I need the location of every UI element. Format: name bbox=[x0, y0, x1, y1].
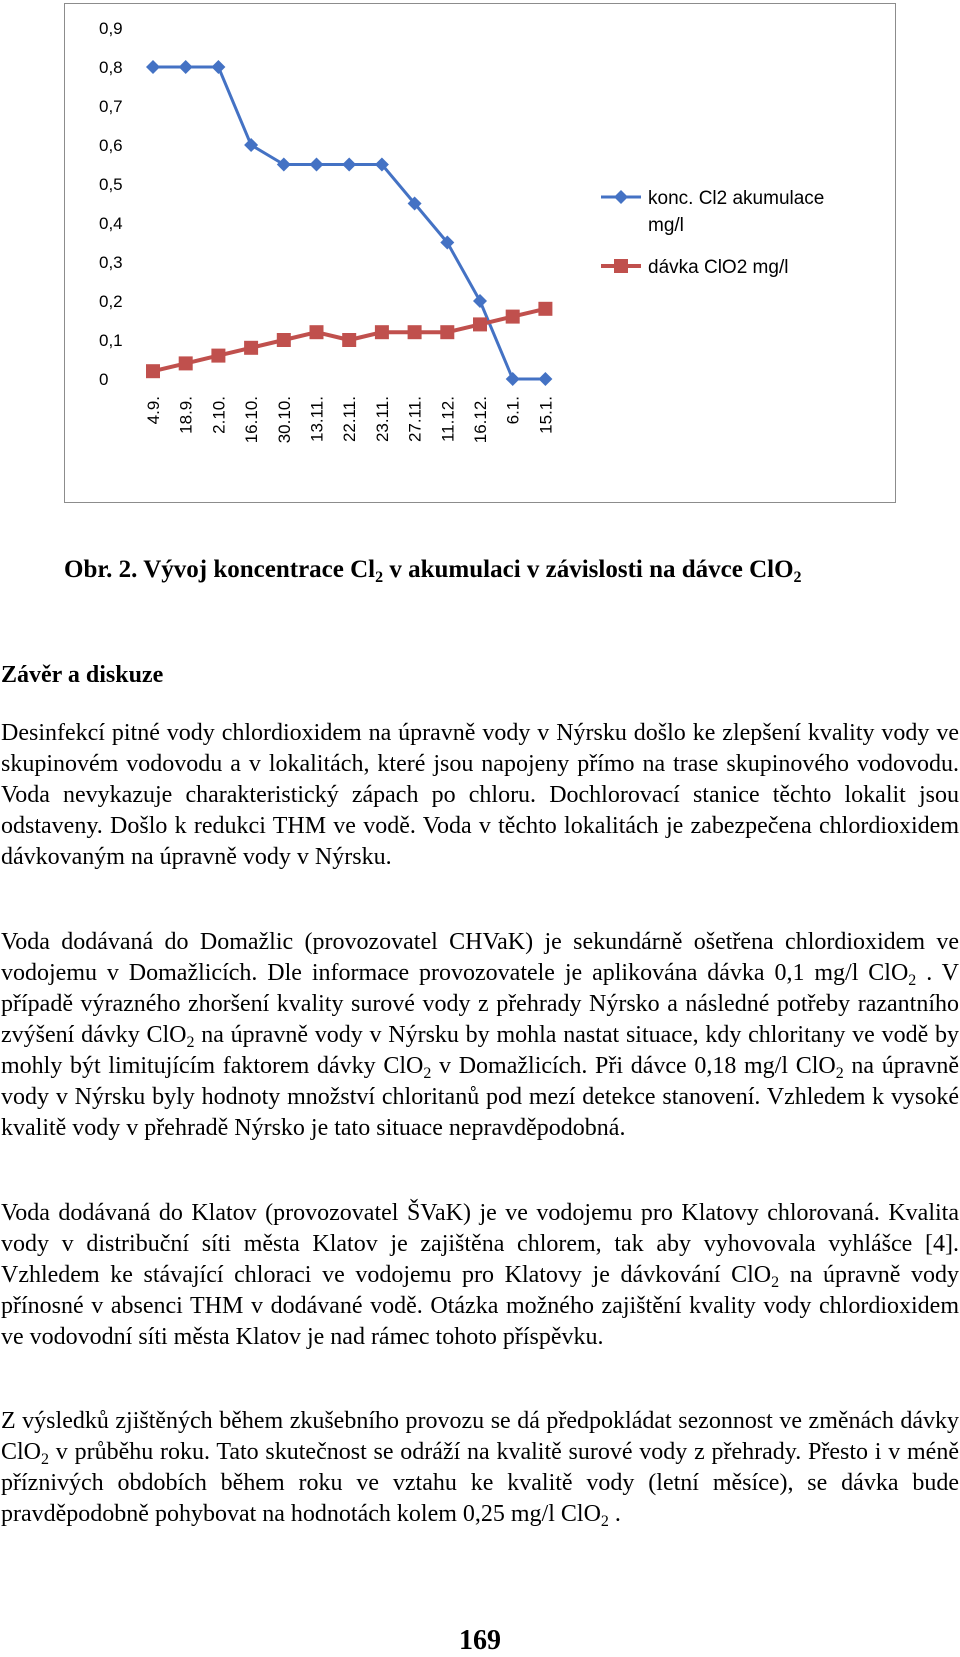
paragraph-2 bbox=[1, 927, 959, 1144]
y-tick-label: 0,5 bbox=[99, 175, 123, 194]
x-tick-label: 27.11. bbox=[405, 396, 425, 443]
y-tick-label: 0,3 bbox=[99, 253, 123, 272]
series-line-1 bbox=[153, 67, 545, 379]
series-1-point bbox=[277, 158, 291, 172]
series-2-point bbox=[342, 333, 356, 347]
x-tick-label: 11.12. bbox=[438, 396, 458, 443]
p3-text-b: na úpravně vody přínosné v absenci THM v dodávané vodě. Otázka možného zajištění kvality vody chlordioxidem ve vodovodní síti města Klatov je nad rámec tohoto příspěvku. bbox=[1, 1262, 959, 1350]
series-2-point bbox=[277, 333, 291, 347]
legend-label-2: dávka ClO2 mg/l bbox=[648, 257, 789, 278]
caption-prefix: Obr. 2. bbox=[64, 556, 138, 583]
p2-sub-3: 2 bbox=[423, 1065, 432, 1082]
series-2-point bbox=[440, 325, 454, 339]
p4-sub-2: 2 bbox=[600, 1513, 609, 1530]
paragraph-3 bbox=[1, 1198, 959, 1353]
caption-sub-1: 2 bbox=[375, 569, 384, 586]
series-2-point bbox=[408, 325, 422, 339]
series-2-point bbox=[244, 341, 258, 355]
x-tick-label: 18.9. bbox=[176, 396, 196, 434]
p2-text-b: . V případě výrazného zhoršení kvality surové vody z přehrady Nýrsko a následné potřeby razantního zvýšení dávky ClO bbox=[1, 960, 959, 1048]
series-1-point bbox=[506, 372, 520, 386]
x-tick-label: 22.11. bbox=[340, 396, 360, 443]
p3-sub-1: 2 bbox=[771, 1274, 780, 1291]
legend-label-1: mg/l bbox=[648, 215, 684, 236]
x-tick-label: 4.9. bbox=[144, 396, 163, 425]
series-2-point bbox=[473, 317, 487, 331]
p3-text-a: Voda dodávaná do Klatov (provozovatel ŠVaK) je ve vodojemu pro Klatovy chlorovaná. Kvalita vody v distribuční síti města Klatov je zajištěna chlorem, tak aby vyhovovala vyhlášce [4]. Vzhledem ke stávající chloraci ve vodojemu pro Klatovy je dávkování ClO bbox=[1, 1200, 959, 1288]
series-2-point bbox=[506, 310, 520, 324]
p2-text-c: na úpravně vody v Nýrsku by mohla nastat situace, kdy chloritany ve vodě by mohly být limitujícím faktorem dávky ClO bbox=[1, 1022, 959, 1079]
y-tick-label: 0 bbox=[99, 370, 109, 389]
y-tick-label: 0,9 bbox=[99, 19, 123, 38]
y-tick-label: 0,2 bbox=[99, 292, 123, 311]
p2-text-a: Voda dodávaná do Domažlic (provozovatel CHVaK) je sekundárně ošetřena chlordioxidem ve vodojemu v Domažlicích. Dle informace provozovatele je aplikována dávka 0,1 mg/l ClO bbox=[1, 929, 959, 986]
caption-text-1: Vývoj koncentrace Cl bbox=[137, 556, 376, 583]
series-2-point bbox=[310, 325, 324, 339]
p4-text-a: Z výsledků zjištěných během zkušebního provozu se dá předpokládat sezonnost ve změnách dávky ClO bbox=[1, 1408, 959, 1465]
series-1-point bbox=[310, 158, 324, 172]
section-heading: Závěr a diskuze bbox=[1, 662, 164, 688]
series-1-point bbox=[146, 60, 160, 74]
chart-frame bbox=[64, 3, 896, 503]
p2-sub-1: 2 bbox=[908, 972, 917, 989]
series-1-point bbox=[473, 294, 487, 308]
p4-sub-1: 2 bbox=[41, 1451, 50, 1468]
figure-caption bbox=[64, 556, 802, 584]
series-2-point bbox=[146, 364, 160, 378]
series-2-point bbox=[211, 349, 225, 363]
y-tick-label: 0,7 bbox=[99, 97, 123, 116]
series-1-point bbox=[244, 138, 258, 152]
x-tick-label: 16.10. bbox=[242, 396, 262, 444]
legend-label-1: konc. Cl2 akumulace bbox=[648, 188, 825, 209]
p4-text-b: v průběhu roku. Tato skutečnost se odráží na kvalitě surové vody z přehrady. Přesto i v méně příznivých obdobích během roku ve vztahu ke kvalitě vody (letní měsíce), se dávka bude pravděpodobně pohybovat na hodnotách kolem 0,25 mg/l ClO bbox=[1, 1439, 959, 1527]
p4-text-c: . bbox=[608, 1501, 621, 1527]
series-2-point bbox=[375, 325, 389, 339]
line-chart bbox=[65, 4, 897, 504]
p2-text-e: na úpravně vody v Nýrsku byly hodnoty množství chloritanů pod mezí detekce stanovení. Vzhledem k vysoké kvalitě vody v přehradě Nýrsko je tato situace nepravděpodobná. bbox=[1, 1053, 960, 1141]
x-tick-label: 16.12. bbox=[471, 396, 490, 444]
legend-marker-1 bbox=[614, 190, 628, 204]
y-tick-label: 0,8 bbox=[99, 58, 123, 77]
p2-sub-2: 2 bbox=[186, 1034, 195, 1051]
paragraph-4 bbox=[1, 1406, 959, 1530]
caption-sub-2: 2 bbox=[793, 569, 802, 586]
series-1-point bbox=[342, 158, 356, 172]
x-tick-label: 6.1. bbox=[503, 396, 523, 425]
series-1-point bbox=[179, 60, 193, 74]
p2-sub-4: 2 bbox=[835, 1065, 844, 1082]
x-tick-label: 30.10. bbox=[274, 396, 294, 444]
series-1-point bbox=[211, 60, 225, 74]
series-1-point bbox=[538, 372, 552, 386]
legend-marker-2 bbox=[614, 259, 628, 273]
x-tick-label: 15.1. bbox=[536, 396, 556, 434]
series-2-point bbox=[538, 302, 552, 316]
y-tick-label: 0,6 bbox=[99, 136, 123, 155]
paragraph-1: Desinfekcí pitné vody chlordioxidem na úpravně vody v Nýrsku došlo ke zlepšení kvality vody ve skupinovém vodovodu a v lokalitách, které jsou napojeny přímo na trase skupinového vodovodu. Voda nevykazuje charakteristický zápach po chloru. Dochlorovací stanice těchto lokalit jsou odstaveny. Došlo k redukci THM ve vodě. Voda v těchto lokalitách je zabezpečena chlordioxidem dávkovaným na úpravně vody v Nýrsku. bbox=[1, 720, 959, 870]
series-2-point bbox=[179, 356, 193, 370]
x-tick-label: 2.10. bbox=[209, 396, 229, 434]
caption-text-2: v akumulaci v závislosti na dávce ClO bbox=[383, 556, 794, 583]
page-number: 169 bbox=[459, 1625, 501, 1656]
y-tick-label: 0,4 bbox=[99, 214, 123, 233]
y-tick-label: 0,1 bbox=[99, 331, 123, 350]
x-tick-label: 23.11. bbox=[372, 396, 392, 443]
p2-text-d: v Domažlicích. Při dávce 0,18 mg/l ClO bbox=[431, 1053, 836, 1079]
x-tick-label: 13.11. bbox=[307, 396, 327, 443]
